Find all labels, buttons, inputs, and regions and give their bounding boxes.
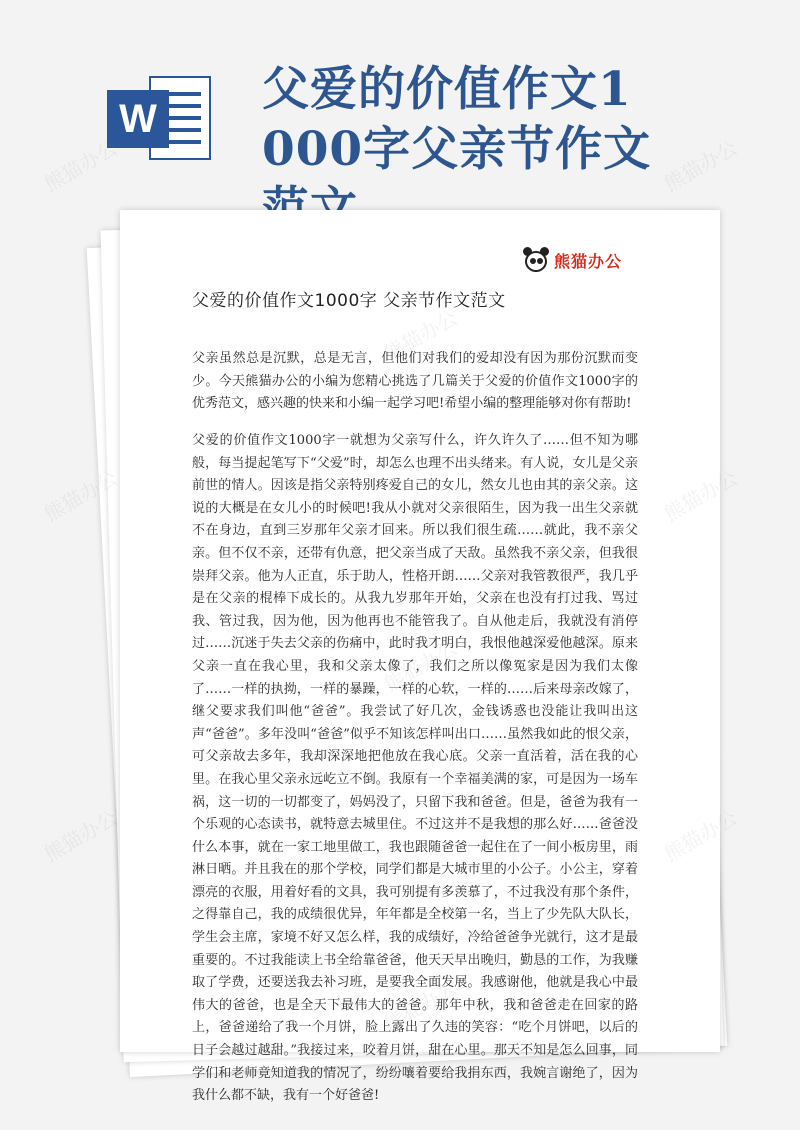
watermark: 熊猫办公 [40,805,122,867]
brand-name: 熊猫办公 [554,251,623,271]
watermark: 熊猫办公 [660,135,742,197]
header [0,0,800,200]
panda-icon [522,246,550,274]
document-title: 父爱的价值作文1000字 父亲节作文范文 [192,291,506,311]
watermark: 熊猫办公 [40,135,122,197]
word-logo-badge: W [107,90,169,148]
page-title: 父爱的价值作文1000字父亲节作文 [262,62,652,177]
essay-paragraph: 父爱的价值作文1000字一就想为父亲写什么，许久许久了……但不知为哪般，每当提起笔写下“父爱”时，却怎么也理不出头绪来。有人说，女儿是父亲前世的情人。因该是指父亲特别疼爱自己的女儿，然女儿也由其的亲父亲。这说的大概是在女儿小的时候吧!我从小就对父亲很陌生，因为我一出生父亲就不在身边，直到三岁那年父亲才回来。所以我们很生疏……就此，我不亲父亲。但不仅不亲，还带有仇意，把父亲当成了天敌。虽然我不亲父亲，但我很崇拜父亲。他为人正直，乐于助人，性格开朗……父亲对我管教很严，我几乎是在父亲的棍棒下成长的。从我九岁那年开始，父亲在也没有打过我、骂过我、管过我，因为他，因为他再也不能管我了。自从他走后，我就没有消停过……沉迷于失去父亲的伤痛中，此时我才明白，我恨他越深爱他越深。原来父亲一直在我心里，我和父亲太像了，我们之所以像冤家是因为我们太像了……一样的执拗，一样的暴躁，一样的心软，一样的……后来母亲改嫁了，继父要求我们叫他“爸爸”。我尝试了好几次，金钱诱惑也没能让我叫出这声“爸爸”。多年没叫“爸爸”似乎不知该怎样叫出口……虽然我如此的恨父亲，可父亲故去多年，我却深深地把他放在我心底。父亲一直活着，活在我的心里。在我心里父亲永远屹立不倒。我原有一个幸福美满的家，可是因为一场车祸，这一切的一切都变了，妈妈没了，只留下我和爸爸。但是，爸爸为我有一个乐观的心态读书，就特意去城里住。不过这并不是我想的那么好……爸爸没什么本事，就在一家工地里做工，我也跟随爸爸一起住在了一间小板房里，雨淋日晒。并且我在的那个学校，同学们都是大城市里的小公子。小公主，穿着漂亮的衣服，用着好看的文具，我可别提有多羡慕了，不过我没有那个条件，之得靠自己，我的成绩很优异，年年都是全校第一名，当上了少先队大队长，学生会主席，家境不好又怎么样，我的成绩好，冷给爸爸争光就行，这才是最重要的。不过我能读上书全给靠爸爸，他天天早出晚归，勤恳的工作，为我赚取了学费，还要送我去补习班，是要我全面发展。我感谢他，他就是我心中最伟大的爸爸，也是全天下最伟大的爸爸。那年中秋，我和爸爸走在回家的路上，爸爸递给了我一个月饼，脸上露出了久违的笑容：“吃个月饼吧，以后的日子会越过越甜。”我接过来，咬着月饼，甜在心里。那天不知是怎么回事，同学们和老师竟知道我的情况了，纷纷嚷着要给我捐东西，我婉言谢绝了，因为我什么都不缺，我有一个好爸爸! [192,433,638,1104]
brand-logo [522,246,622,274]
intro-paragraph: 父亲虽然总是沉默，总是无言，但他们对我们的爱却没有因为那份沉默而变少。今天熊猫办公的小编为您精心挑选了几篇关于父爱的价值作文1000字的优秀范文，感兴趣的快来和小编一起学习吧!希望小编的整理能够对你有帮助! [192,351,638,412]
word-document-icon [107,70,213,166]
document-page [120,210,720,1104]
watermark: 熊猫办公 [40,465,122,527]
